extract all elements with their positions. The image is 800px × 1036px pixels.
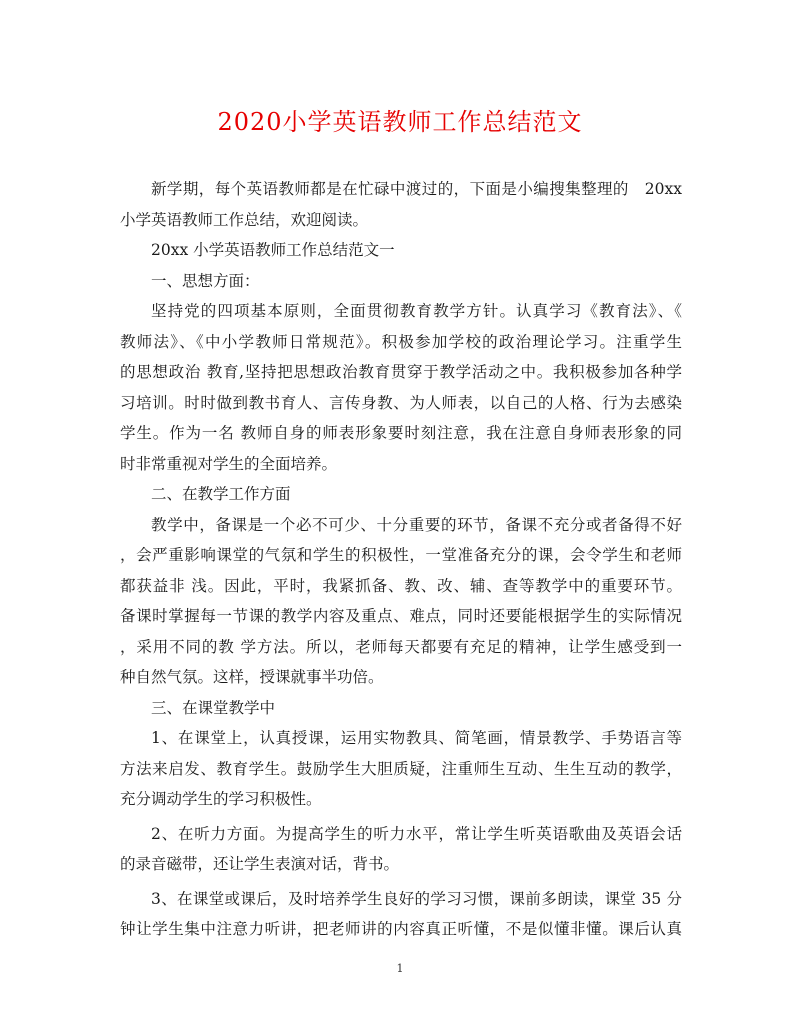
text-line: 教师法》、《中小学教师日常规范》。积极参加学校的政治理论学习。注重学生 [120, 332, 682, 351]
section-title: 20xx 小学英语教师工作总结范文一 [151, 241, 395, 259]
document-title: 2020小学英语教师工作总结范文 [217, 108, 583, 136]
text-line: 学生。作为一名 教师自身的师表形象要时刻注意，我在注意自身师表形象的同 [120, 424, 682, 442]
document-body [120, 174, 682, 945]
text-line: 1、在课堂上，认真授课，运用实物教具、简笔画，情景教学、手势语言等 [151, 729, 682, 747]
paragraph-ideology [120, 296, 682, 479]
text-line: 钟让学生集中注意力听讲，把老师讲的内容真正听懂，不是似懂非懂。课后认真 [120, 920, 682, 938]
text-line: 种自然气氛。这样，授课就事半功倍。 [120, 668, 384, 686]
text-line: 坚持党的四项基本原则，全面贯彻教育教学方针。认真学习《教育法》、《 [151, 302, 682, 320]
text-line: 2、在听力方面。为提高学生的听力水平，常让学生听英语歌曲及英语会话 [151, 824, 682, 843]
heading-classroom-teaching: 三、在课堂教学中 [151, 698, 276, 717]
paragraph-classroom-1 [120, 723, 682, 815]
paragraph-teaching-work [120, 510, 682, 693]
page-number: 1 [396, 962, 404, 975]
text-line: 备课时掌握每一节课的教学内容及重点、难点，同时还要能根据学生的实际情况 [120, 607, 682, 625]
text-line: 充分调动学生的学习积极性。 [120, 790, 322, 808]
text-line: ，采用不同的教 学方法。所以，老师每天都要有充足的精神，让学生感受到一 [120, 637, 682, 656]
paragraph-classroom-3 [120, 884, 682, 945]
text-line: 方法来启发、教育学生。鼓励学生大胆质疑，注重师生互动、生生互动的教学， [120, 759, 682, 778]
heading-teaching-work: 二、在教学工作方面 [151, 485, 291, 503]
text-line: 小学英语教师工作总结，欢迎阅读。 [120, 210, 369, 229]
intro-paragraph [120, 174, 682, 235]
paragraph-classroom-2 [120, 819, 682, 880]
text-line: 习培训。时时做到教书育人、言传身教、为人师表，以自己的人格、行为去感染 [120, 393, 682, 412]
text-line: ，会严重影响课堂的气氛和学生的积极性，一堂准备充分的课，会令学生和老师 [120, 546, 682, 564]
text-line: 都获益非 浅。因此，平时，我紧抓备、教、改、辅、查等教学中的重要环节。 [120, 576, 682, 595]
text-line: 教学中，备课是一个必不可少、十分重要的环节，备课不充分或者备得不好 [151, 515, 682, 534]
text-line: 的思想政治 教育,坚持把思想政治教育贯穿于教学活动之中。我积极参加各种学 [120, 363, 682, 381]
text-line: 的录音磁带，还让学生表演对话，背书。 [120, 855, 400, 873]
text-line: 新学期，每个英语教师都是在忙碌中渡过的，下面是小编搜集整理的 20xx [151, 180, 682, 198]
text-line: 3、在课堂或课后，及时培养学生良好的学习习惯，课前多朗读，课堂 35 分 [151, 889, 682, 908]
text-line: 时非常重视对学生的全面培养。 [120, 454, 338, 473]
heading-ideology: 一、思想方面： [151, 271, 260, 290]
